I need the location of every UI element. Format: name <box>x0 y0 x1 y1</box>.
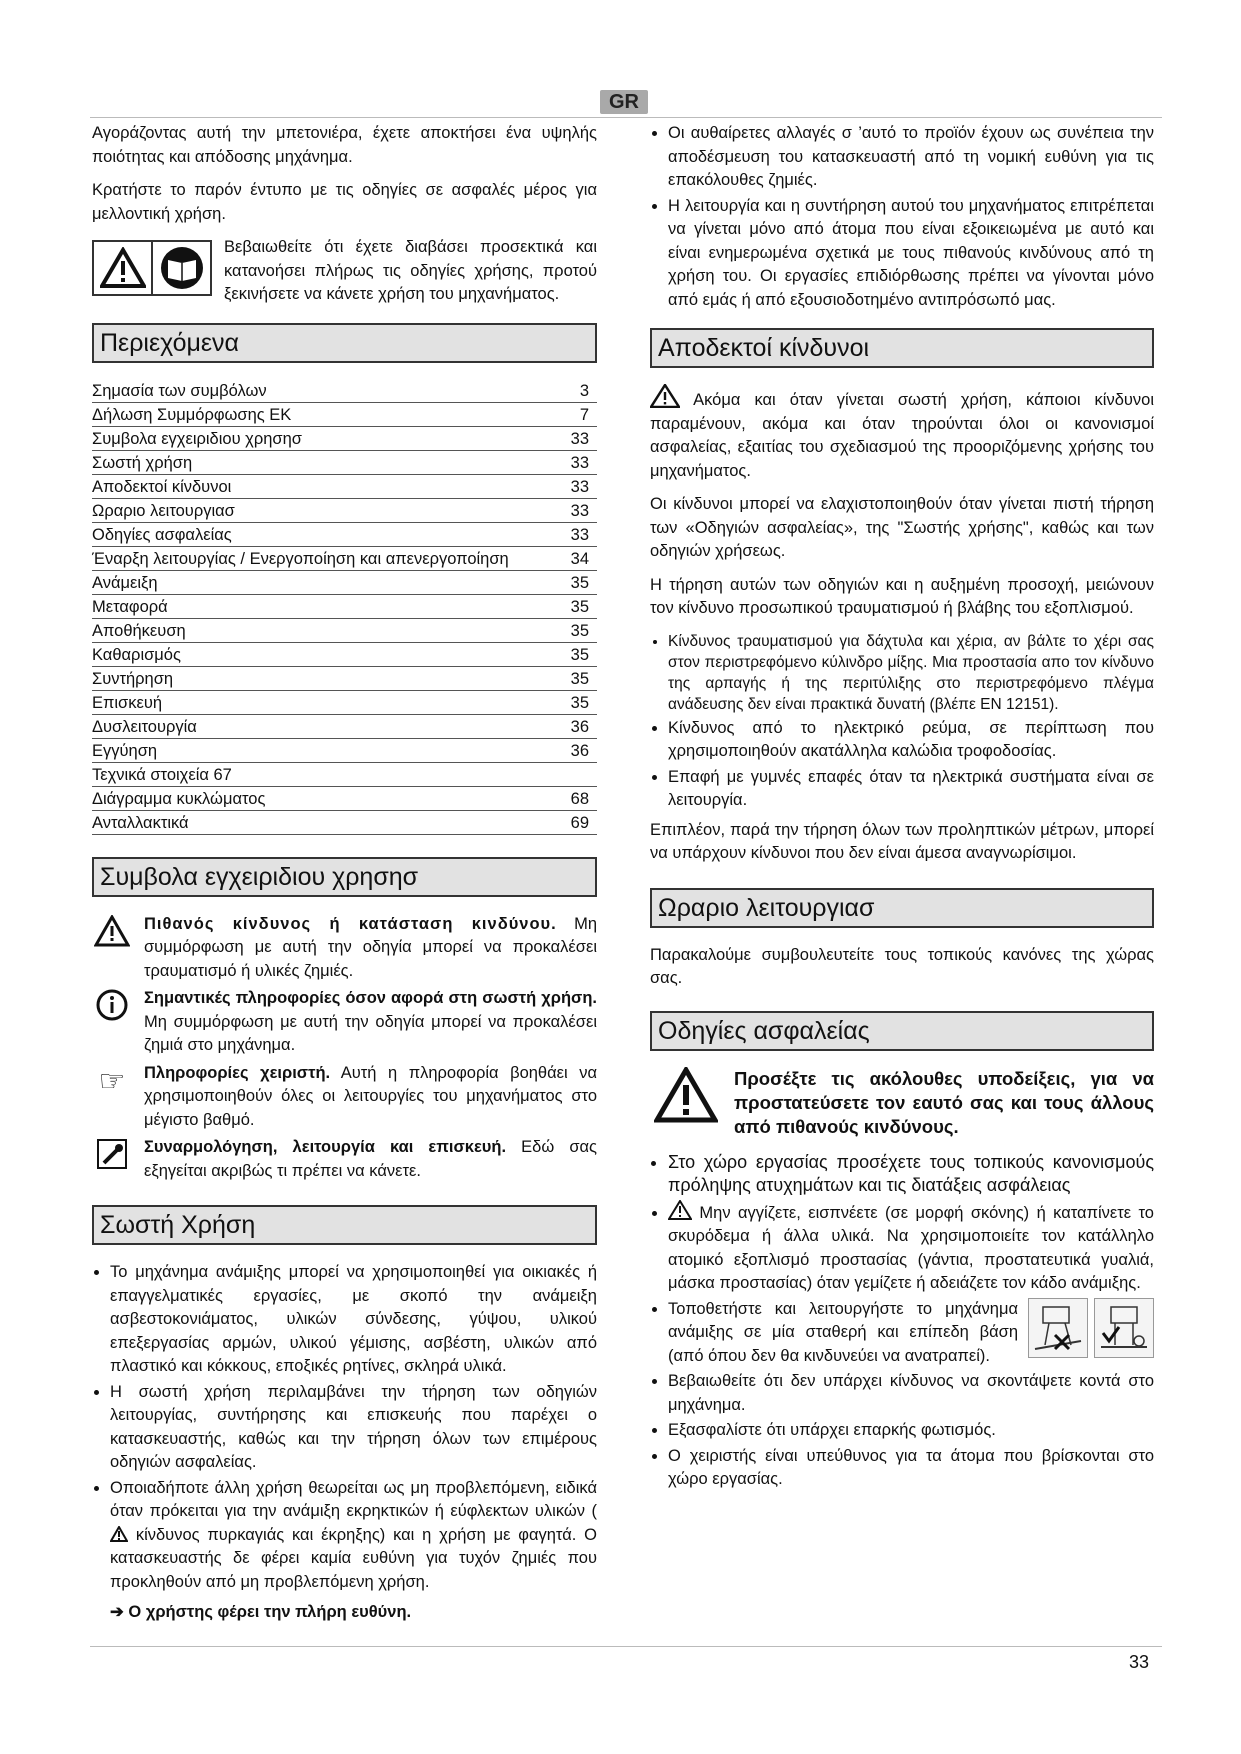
toc-entry-page: 33 <box>549 450 597 474</box>
read-manual-icon <box>151 242 210 294</box>
residual-paragraph-1-text: Ακόμα και όταν γίνεται σωστή χρήση, κάποιοι κίνδυνοι παραμένουν, ακόμα και όταν τηρούνται όλοι οι κανονισμοί ασφαλείας, εξαιτίας του σχεδιασμού της προοριζόμενης χρήσης του μηχανήματος. <box>650 391 1154 480</box>
toc-entry-page: 7 <box>549 402 597 426</box>
symbol-operator-text: Αυτή η πληροφορία βοηθάει να χρησιμοποιηθούν όλες οι λειτουργίες του μηχανήματος στο μέγιστο βαθμό. <box>144 1063 597 1129</box>
safety-item-1: • Στο χώρο εργασίας προσέχετε τους τοπικούς κανονισμούς πρόληψης ατυχημάτων και τις διατάξεις ασφάλειας <box>668 1151 1154 1198</box>
info-circle-icon <box>92 987 132 1058</box>
intro-paragraph-2: Κρατήστε το παρόν έντυπο με τις οδηγίες σε ασφαλές μέρος για μελλοντική χρήση. <box>92 181 597 223</box>
warning-triangle-icon <box>92 913 132 984</box>
residual-item-1: • Κίνδυνος τραυματισμού για δάχτυλα και χέρια, αν βάλτε το χέρι σας στον περιστρεφόμενο κύλινδρο μίξης. Μια προστασία απο τον κίνδυνο της αρπαγής ή της περιτύλιξης στο περιστρεφόμενο πλέγμα ανάδευσης δεν είναι πρακτικά δυνατή (βλέπε EN 12151). <box>668 631 1154 715</box>
warning-triangle-icon <box>110 1526 128 1542</box>
footer-rule <box>90 1646 1162 1647</box>
symbol-operator-bold: Πληροφορίες χειριστή. <box>144 1063 331 1082</box>
toc-entry-page: 33 <box>549 426 597 450</box>
safety-item-3 <box>668 1298 1154 1369</box>
intro-paragraph-1: Αγοράζοντας αυτή την μπετονιέρα, έχετε αποκτήσει ένα υψηλής ποιότητας και απόδοσης μηχάνημα. <box>92 124 597 166</box>
proper-use-item-3a: Οποιαδήποτε άλλη χρήση θεωρείται ως μη προβλεπόμενη, ειδικά όταν πρόκειται για την ανάμιξη εκρηκτικών ή εύφλεκτων υλικών ( <box>110 1478 597 1520</box>
symbol-info-bold: Σημαντικές πληροφορίες όσον αφορά στη σωστή χρήση. <box>144 989 597 1007</box>
toc-entry-page: 68 <box>549 786 597 810</box>
proper-use-item-3b: κίνδυνος πυρκαγιάς και έκρηξης) και η χρήση με φαγητά. Ο κατασκευαστής δε φέρει καμία ευθύνη για τυχόν ζημιές που προκληθούν από μη προβλεπόμενη χρήση. <box>110 1525 597 1591</box>
toc-table <box>92 379 597 835</box>
safety-heading: Οδηγίες ασφαλείας <box>650 1011 1154 1051</box>
toc-entry-label: Αποδεκτοί κίνδυνοι <box>92 474 549 498</box>
left-column <box>92 122 597 1624</box>
toc-entry-page: 33 <box>549 474 597 498</box>
safety-list <box>650 1151 1154 1492</box>
toc-entry-label: Οδηγίες ασφαλείας <box>92 522 549 546</box>
toc-row <box>92 666 597 690</box>
toc-entry-label: Ωραριο λειτουργιασ <box>92 498 549 522</box>
wrench-icon <box>92 1136 132 1183</box>
toc-entry-label: Επισκευή <box>92 690 549 714</box>
residual-paragraph-3: Η τήρηση αυτών των οδηγιών και η αυξημένη προσοχή, μειώνουν τον κίνδυνο προσωπικού τραυματισμού ή βλάβης του εξοπλισμού. <box>650 575 1154 617</box>
symbol-danger-bold: Πιθανός κίνδυνος ή κατάσταση κινδύνου. <box>144 914 557 933</box>
toc-row <box>92 546 597 570</box>
safety-item-2-text: Μην αγγίζετε, εισπνέετε (σε μορφή σκόνης) ή καταπίνετε το σκυρόδεμα ή άλλα υλικά. Να χρησιμοποιείτε τον κατάλληλο ατομικό εξοπλισμό προστασίας (γάντια, προστατευτικά γυαλιά, μάσκα προστασίας) όταν γεμίζετε ή αδειάζετε τον κάδο ανάμιξης. <box>668 1203 1154 1292</box>
toc-entry-page: 35 <box>549 594 597 618</box>
safety-item-5: • Εξασφαλίστε ότι υπάρχει επαρκής φωτισμός. <box>668 1419 1154 1443</box>
toc-entry-label: Μεταφορά <box>92 594 549 618</box>
warning-manual-icons <box>92 240 212 296</box>
safety-item-3-text: • Τοποθετήστε και λειτουργήστε το μηχάνημα ανάμιξης σε μία σταθερή και επίπεδη βάση (από όπου δεν θα κινδυνεύει να ανατραπεί). <box>668 1299 1018 1365</box>
toc-row <box>92 714 597 738</box>
mixer-placement-illustrations <box>1028 1298 1154 1369</box>
symbol-danger <box>92 913 597 984</box>
toc-entry-label: Καθαρισμός <box>92 642 549 666</box>
toc-row <box>92 426 597 450</box>
residual-paragraph-2: Οι κίνδυνοι μπορεί να ελαχιστοποιηθούν όταν γίνεται πιστή τήρηση των «Οδηγιών ασφαλείας», της "Σωστής χρήσης", καθώς και των οδηγιών χρήσεως. <box>650 495 1154 560</box>
symbol-danger-text: Μη συμμόρφωση με αυτή την οδηγία μπορεί να προκαλέσει τραυματισμό ή υλικές ζημιές. <box>144 914 597 980</box>
mixer-unstable-illustration <box>1028 1298 1088 1358</box>
symbol-assembly <box>92 1136 597 1183</box>
toc-row <box>92 642 597 666</box>
toc-entry-page: 35 <box>549 618 597 642</box>
toc-row <box>92 570 597 594</box>
toc-entry-label: Συντήρηση <box>92 666 549 690</box>
safety-item-2 <box>668 1200 1154 1296</box>
residual-paragraph-4: Επιπλέον, παρά την τήρηση όλων των προληπτικών μέτρων, μπορεί να υπάρχουν κίνδυνοι που δεν είναι άμεσα αναγνωρίσιμοι. <box>650 820 1154 862</box>
page-number: 33 <box>1128 1652 1149 1672</box>
liability-item-2: • Η λειτουργία και η συντήρηση αυτού του μηχανήματος επιτρέπεται να γίνεται μόνο από άτομα που είναι εξοικειωμένα με αυτό και είναι ενημερωμένα σχετικά με τους πιθανούς κινδύνους από τη χρήση του. Οι εργασίες επιδιόρθωσης πρέπει να γίνονται μόνο από εμάς ή από εξουσιοδοτημένο αντιπρόσωπό μας. <box>668 195 1154 313</box>
symbols-heading: Συμβολα εγχειριδιου χρησησ <box>92 857 597 897</box>
toc-entry-page: 35 <box>549 690 597 714</box>
proper-use-heading: Σωστή Χρήση <box>92 1205 597 1245</box>
symbol-assembly-bold: Συναρμολόγηση, λειτουργία και επισκευή. <box>144 1138 507 1156</box>
toc-row <box>92 402 597 426</box>
residual-paragraph-1 <box>650 384 1154 483</box>
toc-entry-label: Έναρξη λειτουργίας / Ενεργοποίηση και απενεργοποίηση <box>92 546 549 570</box>
symbol-operator <box>92 1062 597 1133</box>
toc-entry-label: Σωστή χρήση <box>92 450 549 474</box>
proper-use-item-2: • Η σωστή χρήση περιλαμβάνει την τήρηση των οδηγιών λειτουργίας, συντήρησης και επισκευής που παρέχει ο κατασκευαστής, καθώς και την τήρηση όλων των επιμέρους οδηγιών ασφαλείας. <box>110 1381 597 1475</box>
toc-entry-page: 36 <box>549 738 597 762</box>
toc-row <box>92 379 597 403</box>
language-badge: GR <box>600 90 648 114</box>
toc-entry-label: Συμβολα εγχειριδιου χρησησ <box>92 426 549 450</box>
toc-entry-page: 35 <box>549 570 597 594</box>
safety-warning-text: Προσέξτε τις ακόλουθες υποδείξεις, για να προστατεύσετε τον εαυτό σας και τους άλλους από πιθανούς κινδύνους. <box>734 1067 1154 1137</box>
toc-entry-label: Δήλωση Συμμόρφωσης ΕΚ <box>92 402 549 426</box>
warning-triangle-icon <box>654 1067 718 1123</box>
toc-heading: Περιεχόμενα <box>92 323 597 363</box>
toc-entry-label: Διάγραμμα κυκλώματος <box>92 786 549 810</box>
toc-entry-page: 34 <box>549 546 597 570</box>
toc-row <box>92 762 597 786</box>
symbol-info-text: Μη συμμόρφωση με αυτή την οδηγία μπορεί να προκαλέσει ζημιά στο μηχάνημα. <box>144 1012 597 1054</box>
right-column <box>650 122 1154 1498</box>
liability-item-1: • Οι αυθαίρετες αλλαγές σ ’αυτό το προϊόν έχουν ως συνέπεια την αποδέσμευση του κατασκευαστή από τη νομική ευθύνη για τις επακόλουθες ζημιές. <box>668 122 1154 193</box>
safety-warning <box>650 1067 1154 1139</box>
residual-item-2: • Κίνδυνος από το ηλεκτρικό ρεύμα, σε περίπτωση που χρησιμοποιηθούν ακατάλληλα καλώδια τροφοδοσίας. <box>668 717 1154 764</box>
operating-hours-paragraph: Παρακαλούμε συμβουλευτείτε τους τοπικούς κανόνες της χώρας σας. <box>650 945 1154 987</box>
toc-entry-page: 69 <box>549 810 597 834</box>
residual-risks-heading: Αποδεκτοί κίνδυνοι <box>650 328 1154 368</box>
warning-triangle-icon <box>650 384 680 408</box>
proper-use-item-1: • Το μηχάνημα ανάμιξης μπορεί να χρησιμοποιηθεί για οικιακές ή επαγγελματικές εργασίες, με σκοπό την ανάμειξη ασβεστοκονιάματος, υλικών σύνδεσης, γύψου, υλικού επεξεργασίας αρμών, υλικού γέμισης, ασβέστη, υλικών από πλαστικό και κόκκους, εποξικές ρητίνες, σκληρά υλικά. <box>110 1261 597 1379</box>
toc-entry-label: Αποθήκευση <box>92 618 549 642</box>
pointing-hand-icon: ☞ <box>98 1064 126 1098</box>
residual-item-3: • Επαφή με γυμνές επαφές όταν τα ηλεκτρικά συστήματα είναι σε λειτουργία. <box>668 766 1154 813</box>
toc-entry-page <box>549 762 597 786</box>
toc-entry-page: 33 <box>549 522 597 546</box>
safety-item-4: • Βεβαιωθείτε ότι δεν υπάρχει κίνδυνος να σκοντάψετε κοντά στο μηχάνημα. <box>668 1370 1154 1417</box>
toc-row <box>92 738 597 762</box>
toc-entry-label: Τεχνικά στοιχεία 67 <box>92 762 549 786</box>
toc-entry-label: Σημασία των συμβόλων <box>92 379 549 403</box>
symbol-assembly-text: Εδώ σας εξηγείται ακριβώς τι πρέπει να κάνετε. <box>144 1138 597 1180</box>
operating-hours-heading: Ωραριο λειτουργιασ <box>650 888 1154 928</box>
safety-item-6: • Ο χειριστής είναι υπεύθυνος για τα άτομα που βρίσκονται στο χώρο εργασίας. <box>668 1445 1154 1492</box>
toc-entry-page: 3 <box>549 379 597 403</box>
toc-row <box>92 786 597 810</box>
intro-paragraph-3: Βεβαιωθείτε ότι έχετε διαβάσει προσεκτικά και κατανοήσει πλήρως τις οδηγίες χρήσης, προτού ξεκινήσετε να κάνετε χρήση του μηχανήματος. <box>224 238 597 303</box>
toc-row <box>92 618 597 642</box>
proper-use-item-3 <box>110 1477 597 1595</box>
residual-list <box>650 631 1154 813</box>
toc-entry-label: Εγγύηση <box>92 738 549 762</box>
mixer-stable-illustration <box>1094 1298 1154 1358</box>
toc-entry-page: 35 <box>549 642 597 666</box>
liability-list <box>650 122 1154 312</box>
toc-entry-page: 35 <box>549 666 597 690</box>
header-rule <box>90 117 1162 118</box>
toc-entry-label: Δυσλειτουργία <box>92 714 549 738</box>
toc-entry-page: 36 <box>549 714 597 738</box>
toc-row <box>92 474 597 498</box>
symbol-info <box>92 987 597 1058</box>
toc-row <box>92 522 597 546</box>
toc-row <box>92 498 597 522</box>
toc-row <box>92 450 597 474</box>
warning-triangle-icon <box>668 1200 692 1220</box>
toc-entry-label: Ανταλλακτικά <box>92 810 549 834</box>
proper-use-list <box>92 1261 597 1594</box>
toc-row <box>92 690 597 714</box>
read-manual-notice <box>92 236 597 307</box>
warning-triangle-icon <box>94 242 151 294</box>
toc-entry-label: Ανάμειξη <box>92 570 549 594</box>
toc-entry-page: 33 <box>549 498 597 522</box>
toc-row <box>92 594 597 618</box>
toc-row <box>92 810 597 834</box>
user-responsibility-note: ➔ Ο χρήστης φέρει την πλήρη ευθύνη. <box>110 1603 412 1621</box>
